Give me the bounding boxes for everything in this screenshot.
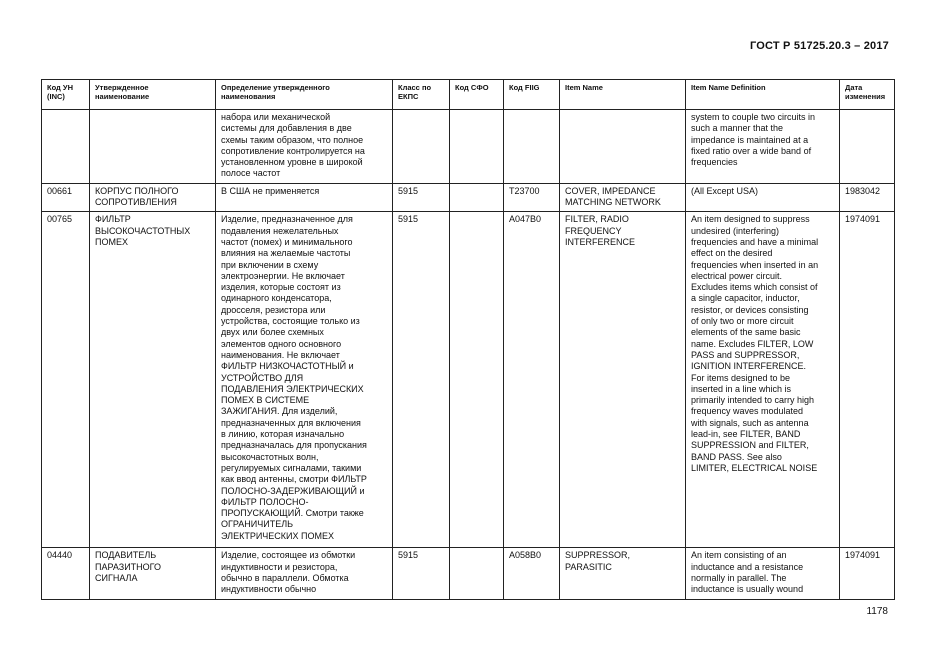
cell-fiig	[504, 110, 560, 184]
column-header-inc: Код УН (INC)	[42, 80, 90, 110]
cell-class	[393, 110, 450, 184]
cell-definition: Изделие, состоящее из обмотки индуктивности и резистора, обычно в параллели. Обмотка индуктивности обычно	[216, 548, 393, 600]
cell-definition: Изделие, предназначенное для подавления нежелательных частот (помех) и минимального влияния на желаемые частоты при включении в схему электроэнергии. Не включает изделия, которые состоят из одинарного конденсатора, дросселя, резистора или устройства, состоящие только из двух или более схемных элементов одного основного наименования. Не включает ФИЛЬТР НИЗКОЧАСТОТНЫЙ и УСТРОЙСТВО ДЛЯ ПОДАВЛЕНИЯ ЭЛЕКТРИЧЕСКИХ ПОМЕХ В СИСТЕМЕ ЗАЖИГАНИЯ. Для изделий, предназначенных для включения в линию, которая изначально предназначалась для пропускания высокочастотных волн, регулируемых сигналами, такими как ввод антенны, смотри ФИЛЬТР ПОЛОСНО-ЗАДЕРЖИВАЮЩИЙ и ФИЛЬТР ПОЛОСНО- ПРОПУСКАЮЩИЙ. Смотри также ОГРАНИЧИТЕЛЬ ЭЛЕКТРИЧЕСКИХ ПОМЕХ	[216, 212, 393, 548]
column-header-item-name: Item Name	[560, 80, 686, 110]
column-header-class: Класс по ЕКПС	[393, 80, 450, 110]
cell-approved-name	[90, 110, 216, 184]
cell-item-definition: An item designed to suppress undesired (interfering) frequencies and have a minimal effect on the desired frequencies when inserted in an electrical power circuit. Excludes items which consist of a single capacitor, inductor, resistor, or devices consisting of only two or more circuit elements of the same basic name. Excludes FILTER, LOW PASS and SUPPRESSOR, IGNITION INTERFERENCE. For items designed to be inserted in a line which is primarily intended to carry high frequency waves modulated with signals, such as antenna lead-in, see FILTER, BAND SUPPRESSION and FILTER, BAND PASS. See also LIMITER, ELECTRICAL NOISE	[686, 212, 840, 548]
cell-class: 5915	[393, 183, 450, 212]
table-row	[42, 212, 895, 548]
cell-sfo	[450, 183, 504, 212]
column-header-sfo: Код СФО	[450, 80, 504, 110]
cell-item-definition: An item consisting of an inductance and a resistance normally in parallel. The inductance is usually wound	[686, 548, 840, 600]
cell-sfo	[450, 110, 504, 184]
cell-class: 5915	[393, 212, 450, 548]
document-header-title: ГОСТ Р 51725.20.3 – 2017	[749, 40, 889, 52]
cell-item-name: SUPPRESSOR, PARASITIC	[560, 548, 686, 600]
cell-inc: 00765	[42, 212, 90, 548]
column-header-definition: Определение утвержденного наименования	[216, 80, 393, 110]
cell-approved-name: ФИЛЬТР ВЫСОКОЧАСТОТНЫХ ПОМЕХ	[90, 212, 216, 548]
page-number: 1178	[866, 606, 888, 617]
column-header-date: Дата изменения	[840, 80, 895, 110]
table-row	[42, 183, 895, 212]
cell-item-name: FILTER, RADIO FREQUENCY INTERFERENCE	[560, 212, 686, 548]
cell-definition: В США не применяется	[216, 183, 393, 212]
table-row	[42, 548, 895, 600]
cell-item-name: COVER, IMPEDANCE MATCHING NETWORK	[560, 183, 686, 212]
column-header-item-definition: Item Name Definition	[686, 80, 840, 110]
cell-date	[840, 110, 895, 184]
standard-table	[41, 79, 895, 600]
cell-sfo	[450, 212, 504, 548]
cell-class: 5915	[393, 548, 450, 600]
column-header-approved-name: Утвержденное наименование	[90, 80, 216, 110]
cell-fiig: T23700	[504, 183, 560, 212]
cell-inc: 04440	[42, 548, 90, 600]
cell-item-definition: system to couple two circuits in such a manner that the impedance is maintained at a fixed ratio over a wide band of frequencies	[686, 110, 840, 184]
cell-item-name	[560, 110, 686, 184]
cell-inc: 00661	[42, 183, 90, 212]
cell-date: 1974091	[840, 212, 895, 548]
cell-fiig: A058B0	[504, 548, 560, 600]
cell-sfo	[450, 548, 504, 600]
table-row	[42, 110, 895, 184]
cell-approved-name: КОРПУС ПОЛНОГО СОПРОТИВЛЕНИЯ	[90, 183, 216, 212]
cell-date: 1974091	[840, 548, 895, 600]
cell-date: 1983042	[840, 183, 895, 212]
cell-approved-name: ПОДАВИТЕЛЬ ПАРАЗИТНОГО СИГНАЛА	[90, 548, 216, 600]
table-header-row	[42, 80, 895, 110]
cell-fiig: A047B0	[504, 212, 560, 548]
cell-definition: набора или механической системы для добавления в две схемы таким образом, что полное сопротивление контролируется на установленном уровне в широкой полосе частот	[216, 110, 393, 184]
cell-item-definition: (All Except USA)	[686, 183, 840, 212]
cell-inc	[42, 110, 90, 184]
column-header-fiig: Код FIIG	[504, 80, 560, 110]
